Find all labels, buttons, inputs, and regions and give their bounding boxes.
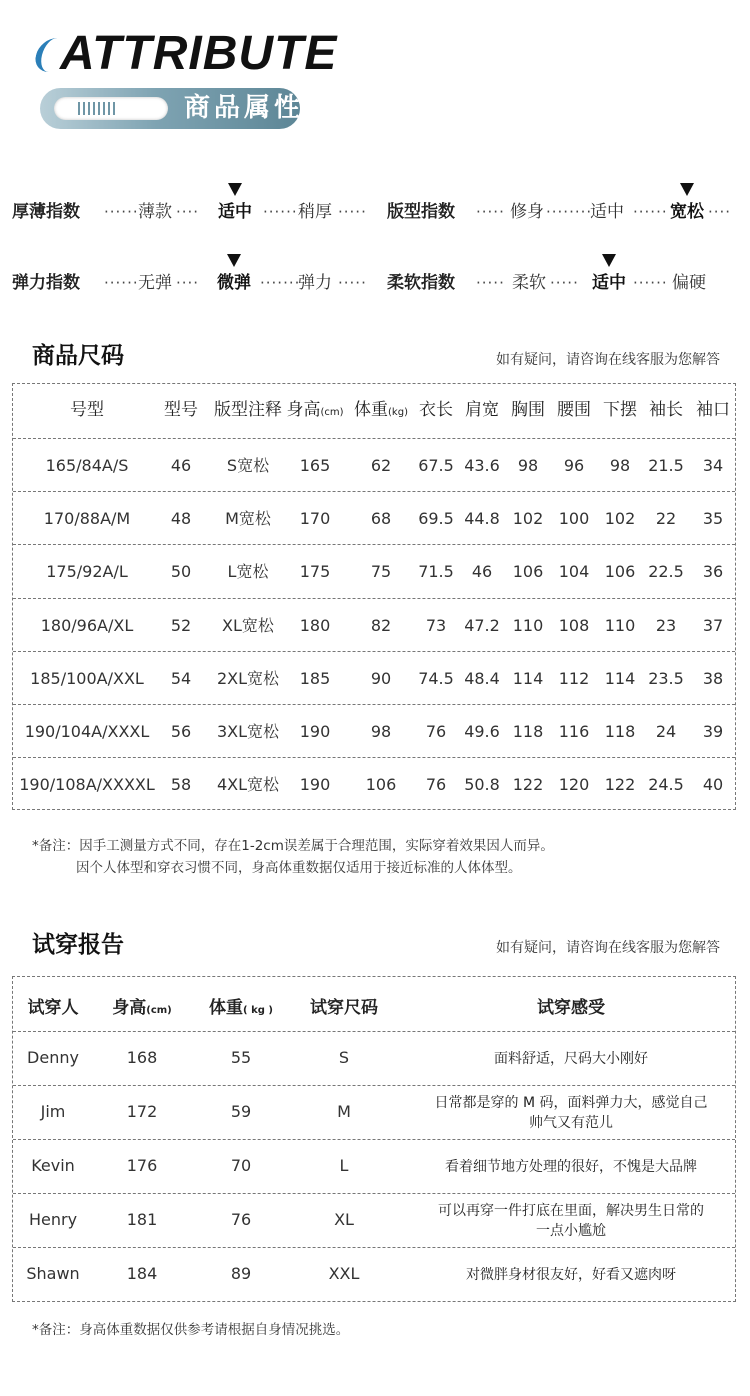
header-cell: 腰围 [557,400,591,420]
header-text: 身高 [286,400,321,420]
size-cell: XL宽松 [222,615,274,635]
size-cell: 37 [702,615,724,635]
size-cell: 190/108A/XXXXL [19,775,155,795]
size-cell: 112 [558,668,590,688]
size-cell: 73 [425,615,447,635]
attribute-option: 薄款 [138,202,172,222]
badge-label: 商品属性 [184,93,305,123]
attribute-option: 无弹 [138,273,172,293]
size-cell: 98 [609,456,631,475]
scale-dots: ····· [476,203,505,221]
header-unit: (cm) [146,1005,172,1016]
attribute-label: 柔软指数 [387,273,455,293]
size-cell: 90 [370,668,392,688]
size-cell: 24.5 [648,775,684,795]
tryout-weight-cell: 59 [230,1102,252,1121]
tryout-feel-cell [406,1049,736,1069]
size-cell: 118 [512,722,544,741]
size-cell: 50.8 [464,775,500,795]
size-table-header [13,384,735,438]
size-cell: 190 [299,722,331,741]
size-cell: 170 [299,509,331,529]
header-cell: 号型 [70,400,104,420]
size-cell: 48.4 [464,668,500,688]
size-table-row [13,651,735,704]
size-cell: 38 [702,668,724,688]
header-cell [112,993,172,1018]
size-cell: 54 [170,668,192,688]
header-cell: 试穿感受 [537,998,605,1018]
size-cell: 48 [170,509,192,529]
size-cell: 165/84A/S [45,456,129,475]
attribute-row [0,266,750,300]
tryout-name-cell: Henry [28,1210,78,1229]
size-note-line-2: 因个人体型和穿衣习惯不同，身高体重数据仅适用于接近标准的人体体型。 [76,860,522,876]
tryout-table-row [13,1193,735,1247]
header-cell: 型号 [164,400,198,420]
size-cell: 35 [702,509,724,529]
attribute-option-selected: 宽松 [670,202,704,222]
size-cell: 52 [170,615,192,635]
size-cell: 106 [512,562,544,582]
tryout-size-cell: S [338,1048,350,1067]
tryout-height-cell: 172 [126,1102,158,1121]
tryout-feel-cell [406,1157,736,1177]
size-cell: 68 [370,509,392,529]
size-section-hint: 如有疑问，请咨询在线客服为您解答 [496,352,720,368]
size-cell: 58 [170,775,192,795]
size-cell: 175/92A/L [46,562,128,582]
size-cell: 47.2 [464,615,500,635]
attribute-option: 偏硬 [672,273,706,293]
size-table-row [13,438,735,491]
size-cell: 106 [604,562,636,582]
scale-dots: ····· [550,274,579,292]
size-table-row [13,757,735,810]
attribute-option: 柔软 [512,273,546,293]
size-cell: 21.5 [648,456,684,475]
tryout-weight-cell: 76 [230,1210,252,1229]
attribute-label: 版型指数 [387,202,455,222]
scale-dots: ······ [633,274,668,292]
size-table [12,383,736,810]
size-cell: 96 [563,456,585,475]
size-cell: 114 [512,668,544,688]
size-cell: 62 [370,456,392,475]
size-cell: 110 [604,615,636,635]
tryout-name-cell: Denny [27,1048,79,1067]
size-cell: 39 [702,722,724,741]
scale-dots: ···· [708,203,732,221]
size-cell: 46 [170,456,192,475]
attribute-label: 厚薄指数 [12,202,80,222]
size-table-row [13,598,735,651]
scale-dots: ····· [476,274,505,292]
header-cell: 袖口 [696,400,730,420]
header-cell: 肩宽 [465,400,499,420]
size-table-row [13,704,735,757]
badge-stripes [78,102,118,115]
size-cell: 23 [655,615,677,635]
size-cell: 118 [604,722,636,741]
size-cell: 3XL宽松 [216,722,280,741]
size-cell: 67.5 [418,456,454,475]
tryout-feel-line: 看着细节地方处理的很好，不愧是大品牌 [445,1159,697,1175]
tryout-height-cell: 168 [126,1048,158,1067]
size-cell: 165 [299,456,331,475]
size-cell: 76 [425,775,447,795]
tryout-table-row [13,1031,735,1085]
size-cell: 23.5 [648,668,684,688]
tryout-size-cell: XL [334,1210,354,1229]
header-cell [286,384,343,437]
tryout-size-cell: M [337,1102,351,1121]
scale-dots: ········ [546,203,593,221]
tryout-feel-line: 日常都是穿的 M 码，面料弹力大，感觉自己 [434,1095,708,1111]
scale-dots: ······ [104,203,139,221]
size-cell: 56 [170,722,192,741]
tryout-height-cell: 176 [126,1156,158,1175]
size-cell: 190 [299,775,331,795]
size-cell: 82 [370,615,392,635]
tryout-weight-cell: 55 [230,1048,252,1067]
size-cell: 180/96A/XL [40,615,134,635]
header-text: 体重 [209,998,244,1018]
header-unit: ( kg ) [243,1005,273,1016]
size-cell: 49.6 [464,722,500,741]
tryout-feel-line: 帅气又有范儿 [529,1115,613,1131]
tryout-section-hint: 如有疑问，请咨询在线客服为您解答 [496,940,720,956]
scale-dots: ····· [338,274,367,292]
size-cell: 22 [655,509,677,529]
size-cell: 114 [604,668,636,688]
tryout-table-row [13,1085,735,1139]
tryout-feel-line: 面料舒适，尺码大小刚好 [494,1051,648,1067]
header-unit: (cm) [320,407,344,418]
size-cell: 180 [299,615,331,635]
size-cell: 185/100A/XXL [30,668,144,688]
tryout-table-row [13,1139,735,1193]
size-cell: 69.5 [418,509,454,529]
size-cell: 75 [370,562,392,582]
size-table-row [13,544,735,597]
size-cell: 106 [365,775,397,795]
size-cell: 110 [512,615,544,635]
size-cell: 122 [604,775,636,795]
tryout-name-cell: Jim [40,1102,66,1121]
size-section-title: 商品尺码 [32,343,124,369]
size-cell: 43.6 [464,456,500,475]
size-cell: M宽松 [225,509,271,529]
tryout-feel-cell [406,1093,736,1133]
size-cell: 102 [512,509,544,529]
tryout-table-row [13,1247,735,1301]
size-cell: 22.5 [648,562,684,582]
size-cell: 2XL宽松 [216,668,280,688]
tryout-height-cell: 181 [126,1210,158,1229]
header-text: 身高 [112,998,147,1018]
scale-dots: ···· [176,274,200,292]
size-cell: 100 [558,509,590,529]
header-cell [209,993,273,1018]
header-cell: 下摆 [603,400,637,420]
header-unit: (kg) [388,407,408,418]
size-cell: 36 [702,562,724,582]
size-cell: 170/88A/M [43,509,131,529]
header-cell: 试穿尺码 [310,998,378,1018]
size-cell: 185 [299,668,331,688]
tryout-feel-cell [406,1201,736,1241]
size-cell: 34 [702,456,724,475]
attribute-option-selected: 适中 [218,202,252,222]
size-cell: 122 [512,775,544,795]
header-cell: 袖长 [649,400,683,420]
size-cell: 24 [655,722,677,741]
size-note-line-1: *备注：因手工测量方式不同，存在1-2cm误差属于合理范围，实际穿着效果因人而异。 [32,838,554,854]
attribute-option-selected: 适中 [592,273,626,293]
tryout-note: *备注：身高体重数据仅供参考请根据自身情况挑选。 [32,1322,350,1338]
header-cell: 胸围 [511,400,545,420]
tryout-name-cell: Kevin [31,1156,75,1175]
size-cell: S宽松 [226,456,270,475]
tryout-feel-cell [406,1265,736,1285]
tryout-size-cell: L [339,1156,349,1175]
scale-dots: ···· [176,203,200,221]
size-cell: 46 [471,562,493,582]
attribute-option: 适中 [590,202,624,222]
header-text: 体重 [354,400,389,420]
size-cell: 190/104A/XXXL [24,722,150,741]
badge-toggle-graphic [54,97,168,120]
tryout-feel-line: 对微胖身材很友好，好看又遮肉呀 [466,1267,676,1283]
tryout-feel-line: 一点小尴尬 [536,1223,606,1239]
tryout-size-cell: XXL [328,1264,360,1283]
scale-dots: ······· [260,274,301,292]
brand-title: ATTRIBUTE [60,27,338,80]
tryout-weight-cell: 89 [230,1264,252,1283]
tryout-table-header [13,977,735,1031]
size-cell: 108 [558,615,590,635]
header-cell: 版型注释 [214,400,282,420]
tryout-weight-cell: 70 [230,1156,252,1175]
size-cell: 102 [604,509,636,529]
attribute-label: 弹力指数 [12,273,80,293]
size-cell: 4XL宽松 [216,775,280,795]
attribute-row [0,195,750,229]
tryout-name-cell: Shawn [26,1264,80,1283]
size-cell: 120 [558,775,590,795]
size-cell: 98 [517,456,539,475]
tryout-table [12,976,736,1302]
tryout-feel-line: 可以再穿一件打底在里面，解决男生日常的 [438,1203,704,1219]
header-cell: 衣长 [419,400,453,420]
size-cell: 76 [425,722,447,741]
size-cell: 98 [370,722,392,741]
size-cell: 175 [299,562,331,582]
attribute-option: 稍厚 [298,202,332,222]
attribute-option: 修身 [510,202,544,222]
size-cell: 116 [558,722,590,741]
size-table-row [13,491,735,544]
size-cell: 71.5 [418,562,454,582]
scale-dots: ······ [633,203,668,221]
size-cell: 74.5 [418,668,454,688]
scale-dots: ····· [338,203,367,221]
size-cell: 50 [170,562,192,582]
attribute-option-selected: 微弹 [217,273,251,293]
size-cell: 104 [558,562,590,582]
attribute-option: 弹力 [298,273,332,293]
tryout-height-cell: 184 [126,1264,158,1283]
size-cell: 44.8 [464,509,500,529]
size-cell: 40 [702,775,724,795]
tryout-section-title: 试穿报告 [32,932,124,958]
header-cell [354,384,408,437]
scale-dots: ······ [263,203,298,221]
section-badge [40,88,305,129]
scale-dots: ······ [104,274,139,292]
header-cell: 试穿人 [27,998,79,1018]
size-cell: L宽松 [227,562,269,582]
brand-bracket-mark [32,38,60,72]
